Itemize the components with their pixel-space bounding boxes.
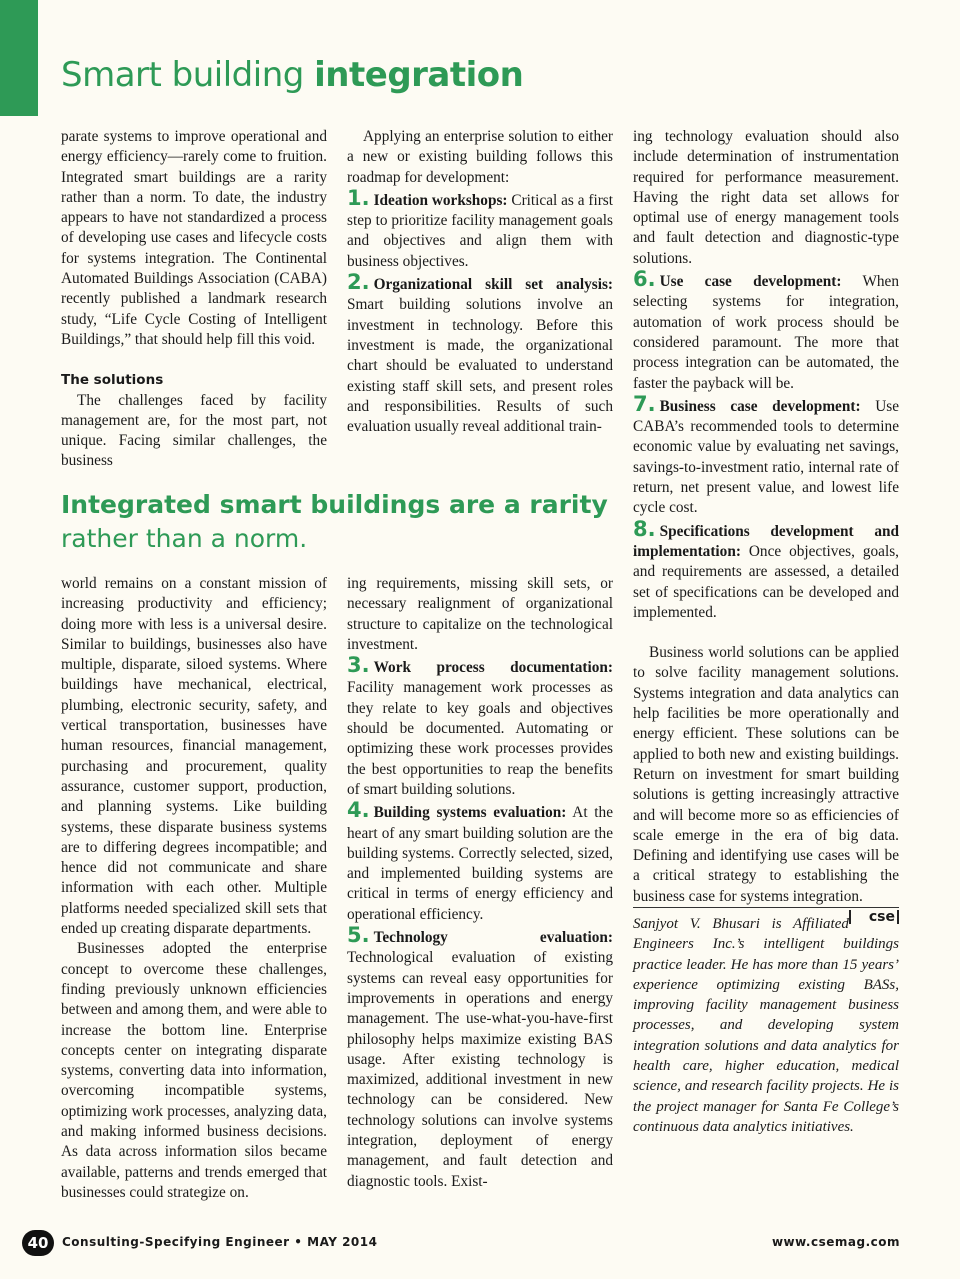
list-item: [633, 269, 899, 394]
item-heading: Work process documentation:: [373, 659, 613, 677]
paragraph: ing requirements, missing skill sets, or necessary realignment of organizational structure to capitalize on the technological investment.: [347, 575, 613, 653]
list-item: [347, 272, 613, 437]
item-number: 2.: [347, 270, 370, 295]
column-2-top: [347, 127, 613, 437]
pull-quote: [61, 488, 621, 556]
item-number: 6.: [633, 267, 656, 292]
item-text: Use CABA’s recommended tools to determine economic value by evaluating net savings, savings-to-investment ratio, internal rate of return, net present value, and lowest life cycle cost.: [633, 397, 899, 517]
cse-logo: cse: [849, 910, 899, 924]
item-text: Facility management work processes as they relate to key goals and objectives should be documented. Automating or optimizing these work processes provides the best opportunities to reap the benefits of smart building solutions.: [347, 679, 613, 798]
closing-text: Business world solutions can be applied to solve facility management solutions. Systems integration and data analytics can help facilities be more operationally and energy efficient. These solutions can be applied to both new and existing buildings. Return on investment for smart building solutions is getting increasingly attractive and will become more so as efficiencies of scale emerge in the era of big data. Defining and identifying use cases will be a critical strategy to establishing the business case for systems integration.: [633, 644, 899, 905]
item-number: 5.: [347, 923, 370, 948]
paragraph: ing technology evaluation should also include determination of instrumentation required for performance measurement. Having the right data set allows for optimal use of energy management tools and fault detection and diagnostic-type solutions.: [633, 128, 899, 267]
pull-quote-line-2: rather than a norm.: [61, 524, 308, 553]
paragraph: [633, 643, 899, 925]
item-number: 7.: [633, 391, 656, 416]
paragraph: Businesses adopted the enterprise concept to overcome these challenges, finding previously unknown efficiencies between and among them, and were able to increase the bottom line. Enterprise concepts center on integrating disparate systems, converting data into information, overcoming incompatible systems, optimizing work processes, analyzing data, and making informed business decisions. As data across information silos became available, patterns and trends emerged that businesses could strategize on.: [61, 940, 327, 1201]
item-number: 3.: [347, 653, 370, 678]
column-3: [633, 127, 899, 1137]
paragraph: The challenges faced by facility management are, for the most part, not unique. Facing similar challenges, the business: [61, 391, 327, 470]
item-heading: Organizational skill set analysis:: [373, 276, 613, 294]
item-heading: Use case development:: [659, 273, 842, 291]
website-url: www.csemag.com: [771, 1235, 900, 1249]
item-heading: Business case development:: [659, 397, 861, 415]
corner-tab: [0, 0, 38, 108]
item-text: At the heart of any smart building solution are the building systems. Correctly selected, sized, and implemented building systems are critical in terms of energy efficiency and operational efficiency.: [347, 804, 613, 923]
item-number: 8.: [633, 516, 656, 541]
title-light: Smart building: [61, 55, 304, 95]
column-1-bottom: [61, 574, 327, 1203]
page-number: 40: [22, 1230, 54, 1256]
title-bold: integration: [314, 55, 524, 95]
list-item: [347, 800, 613, 925]
paragraph: world remains on a constant mission of increasing productivity and efficiency; doing more with less is a universal desire. Similar to buildings, businesses also have multiple, disparate, siloed systems. Where buildings have mechanical, electrical, plumbing, electronic security, safety, and vertical transportation, businesses have human resources, financial management, purchasing and procurement, quality assurance, customer support, production, and planning systems. Like building systems, these disparate business systems are to differing degrees incompatible; and hence did not communicate and share information with each other. Multiple platforms needed specialized skill sets that ended up creating disparate departments.: [61, 575, 327, 938]
list-item: [347, 925, 613, 1192]
subhead-solutions: The solutions: [61, 372, 164, 389]
paragraph: Applying an enterprise solution to either a new or existing building follows this roadmap for development:: [347, 128, 613, 186]
item-heading: Building systems evaluation:: [373, 804, 567, 822]
item-number: 4.: [347, 798, 370, 823]
list-item: [347, 655, 613, 800]
pull-quote-line-1: Integrated smart buildings are a rarity: [61, 490, 608, 519]
author-bio: Sanjyot V. Bhusari is Affiliated Engineers Inc.’s intelligent buildings practice leader. He has more than 15 years’ experience optimizing existing BASs, improving facility management business processes, and developing system integration solutions and data analytics for health care, higher education, medical science, and research facility projects. He is the project manager for Santa Fe College’s continuous data analytics initiatives.: [633, 907, 899, 1137]
column-2-bottom: [347, 574, 613, 1192]
list-item: [633, 516, 899, 623]
column-1-top: [61, 127, 327, 472]
item-text: Once objectives, goals, and requirements are assessed, a detailed set of specifications can be developed and implemented.: [633, 542, 899, 621]
item-number: 1.: [347, 185, 370, 210]
list-item: [633, 391, 899, 519]
list-item: [347, 185, 613, 272]
paragraph: parate systems to improve operational and energy efficiency—rarely come to fruition. Integrated smart buildings are a rarity rather than a norm. To date, the industry appears to have not standardized a process of developing use cases and lifecycle costs for systems integration. The Continental Automated Buildings Association (CABA) recently published a landmark research study, “Life Cycle Costing of Intelligent Buildings,” that should help fill this void.: [61, 128, 327, 348]
item-heading: Technology evaluation:: [373, 929, 613, 947]
publication-line: Consulting-Specifying Engineer • MAY 2014: [62, 1235, 378, 1249]
item-heading: Specifications development and implementation:: [633, 522, 899, 560]
item-text: Technological evaluation of existing systems can reveal easy opportunities for improvements in operations and energy management. The use-what-you-have-first philosophy helps maximize existing BAS usage. After existing technology is maximized, additional investment in new technology can be considered. New technology solutions can involve systems integration, deployment of energy management, and fault detection and diagnostic tools. Exist-: [347, 949, 613, 1190]
item-text: When selecting systems for integration, automation of work process should be considered paramount. The more that process integration can be automated, the faster the payback will be.: [633, 273, 899, 392]
item-text: Smart building solutions involve an investment in technology. Before this investment is made, the organizational chart should be evaluated to understand existing staff skill sets, and present roles and responsibilities. Results of such evaluation usually reveal additional train-: [347, 296, 613, 436]
item-heading: Ideation workshops:: [373, 191, 508, 209]
page-footer: [22, 1230, 900, 1258]
item-text: Critical as a first step to prioritize facility management goals and objectives and align them with business objectives.: [347, 191, 613, 270]
page-title: [61, 55, 523, 95]
